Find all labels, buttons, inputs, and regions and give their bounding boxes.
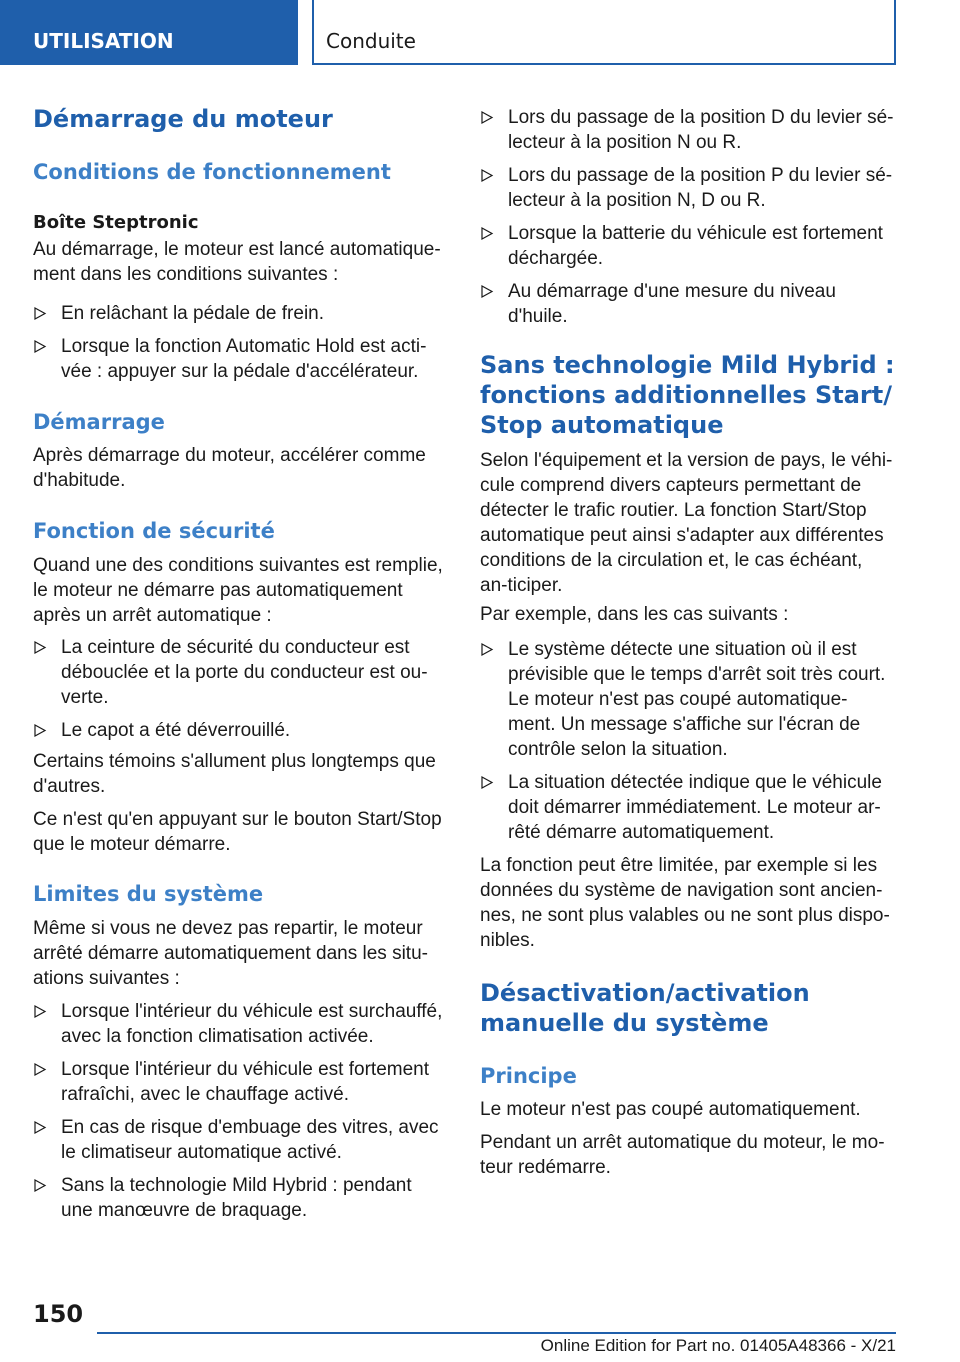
bullet-triangle-icon <box>480 221 494 246</box>
list-item <box>33 999 448 1049</box>
list-item <box>33 718 448 743</box>
list-item-text: Le capot a été déverrouillé. <box>61 720 291 741</box>
list-item <box>33 1173 448 1223</box>
bullet-triangle-icon <box>33 1115 47 1140</box>
list-item-text: Lorsque l'intérieur du véhicule est fortement rafraîchi, avec le chauffage activé. <box>61 1059 429 1105</box>
steptronic-heading: Boîte Steptronic <box>33 212 199 233</box>
list-item <box>33 1057 448 1107</box>
conditions-heading: Conditions de fonctionnement <box>33 160 391 184</box>
mild-hybrid-heading: Sans technologie Mild Hybrid : fonctions additionnelles Start/ Stop automatique <box>480 351 895 439</box>
limites-list <box>33 999 448 1231</box>
principe-text-1: Le moteur n'est pas coupé automatiquement. <box>480 1099 861 1120</box>
list-item <box>480 105 895 155</box>
exemple-text: Par exemple, dans les cas suivants : <box>480 604 789 625</box>
footer-rule <box>97 1332 896 1334</box>
list-item-text: En cas de risque d'embuage des vitres, avec le climatiseur automatique activé. <box>61 1117 439 1163</box>
list-item-text: Lors du passage de la position D du levier sé‐lecteur à la position N ou R. <box>508 107 894 153</box>
list-item <box>33 1115 448 1165</box>
securite-text: Quand une des conditions suivantes est remplie, le moteur ne démarre pas automatiquement après un arrêt automatique : <box>33 555 443 626</box>
list-item-text: La situation détectée indique que le véhicule doit démarrer immédiatement. Le moteur ar‐rêté démarre automatiquement. <box>508 772 882 843</box>
chapter-tab <box>312 0 896 65</box>
limites-text: Même si vous ne devez pas repartir, le moteur arrêté démarre automatiquement dans les situ‐ations suivantes : <box>33 918 428 989</box>
bullet-triangle-icon <box>480 770 494 795</box>
list-item-text: En relâchant la pédale de frein. <box>61 303 325 324</box>
bullet-triangle-icon <box>33 1173 47 1198</box>
list-item <box>480 637 895 762</box>
limitee-text: La fonction peut être limitée, par exemple si les données du système de navigation sont ancien‐nes, ne sont plus valables ou ne sont plus dispo‐nibles. <box>480 855 890 951</box>
transmission-list <box>480 105 895 337</box>
desactivation-heading: Désactivation/activation manuelle du système <box>480 979 810 1037</box>
exemple-list <box>480 637 895 853</box>
chapter-label: Conduite <box>326 29 416 53</box>
list-item-text: Sans la technologie Mild Hybrid : pendant une manœuvre de braquage. <box>61 1175 412 1221</box>
securite-heading: Fonction de sécurité <box>33 519 275 543</box>
bullet-triangle-icon <box>33 1057 47 1082</box>
section-tab <box>0 0 298 65</box>
list-item <box>33 334 448 384</box>
bullet-triangle-icon <box>33 334 47 359</box>
temoins-text: Certains témoins s'allument plus longtemps que d'autres. <box>33 751 436 797</box>
section-title: Démarrage du moteur <box>33 105 333 133</box>
bullet-triangle-icon <box>33 635 47 660</box>
list-item-text: Le système détecte une situation où il est prévisible que le temps d'arrêt soit très court. Le moteur n'est pas coupé automatique‐ment. Un message s'affiche sur l'écran de contrôle selon la situation. <box>508 639 886 760</box>
list-item-text: Lors du passage de la position P du levier sé‐lecteur à la position N, D ou R. <box>508 165 893 211</box>
list-item-text: Lorsque la fonction Automatic Hold est acti‐vée : appuyer sur la pédale d'accélérateur. <box>61 336 427 382</box>
mild-hybrid-text: Selon l'équipement et la version de pays, le véhi‐cule comprend divers capteurs permettant de détecter le trafic routier. La fonction Start/Stop automatique peut ainsi s'adapter aux différentes conditions de la circulation et, le cas échéant, an‐ticiper. <box>480 450 893 596</box>
demarrage-heading: Démarrage <box>33 410 165 434</box>
bullet-triangle-icon <box>480 279 494 304</box>
list-item <box>480 163 895 213</box>
bullet-triangle-icon <box>480 637 494 662</box>
page-number: 150 <box>33 1300 84 1328</box>
bullet-triangle-icon <box>480 163 494 188</box>
edition-text: Online Edition for Part no. 01405A48366 - X/21 <box>540 1336 896 1355</box>
list-item-text: Lorsque l'intérieur du véhicule est surchauffé, avec la fonction climatisation activée. <box>61 1001 443 1047</box>
bullet-triangle-icon <box>480 105 494 130</box>
list-item <box>480 279 895 329</box>
list-item-text: Lorsque la batterie du véhicule est fortement déchargée. <box>508 223 883 269</box>
section-label: UTILISATION <box>33 29 174 53</box>
list-item <box>480 221 895 271</box>
steptronic-list <box>33 301 448 392</box>
securite-list <box>33 635 448 751</box>
list-item <box>33 301 448 326</box>
bullet-triangle-icon <box>33 301 47 326</box>
list-item-text: Au démarrage d'une mesure du niveau d'huile. <box>508 281 836 327</box>
steptronic-text: Au démarrage, le moteur est lancé automatique‐ment dans les conditions suivantes : <box>33 239 441 285</box>
limites-heading: Limites du système <box>33 882 264 906</box>
list-item-text: La ceinture de sécurité du conducteur est débouclée et la porte du conducteur est ou‐verte. <box>61 637 428 708</box>
principe-heading: Principe <box>480 1064 577 1088</box>
principe-text-2: Pendant un arrêt automatique du moteur, le mo‐teur redémarre. <box>480 1132 885 1178</box>
list-item <box>33 635 448 710</box>
bullet-triangle-icon <box>33 718 47 743</box>
bouton-text: Ce n'est qu'en appuyant sur le bouton Start/Stop que le moteur démarre. <box>33 809 442 855</box>
demarrage-text: Après démarrage du moteur, accélérer comme d'habitude. <box>33 445 426 491</box>
list-item <box>480 770 895 845</box>
bullet-triangle-icon <box>33 999 47 1024</box>
